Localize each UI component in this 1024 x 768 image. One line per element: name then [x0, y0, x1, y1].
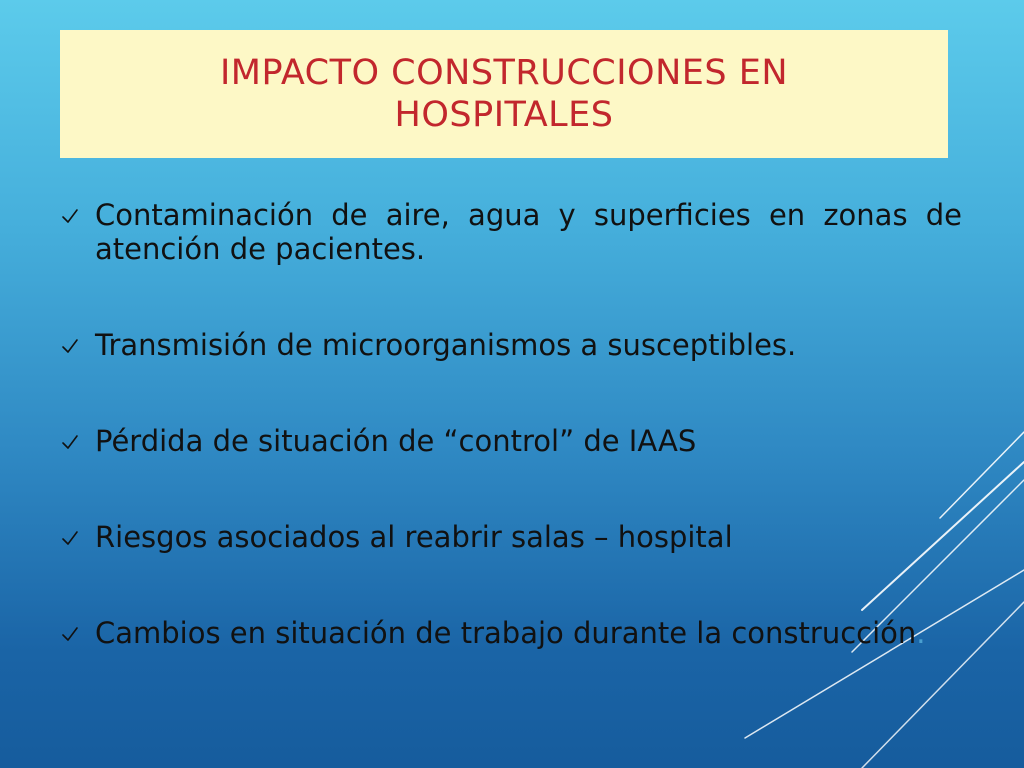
check-icon — [60, 432, 80, 452]
slide-title-line-1: IMPACTO CONSTRUCCIONES EN — [219, 53, 789, 93]
bullet-item-3 — [60, 424, 962, 458]
bullet-item-2 — [60, 328, 962, 362]
bullet-text-5-period: . — [916, 616, 926, 650]
check-icon — [60, 336, 80, 356]
bullet-text-1: Contaminación de aire, agua y superficies en zonas de atención de pacientes. — [95, 198, 962, 266]
check-icon — [60, 206, 80, 226]
bullet-item-4 — [60, 520, 962, 554]
bullet-item-5 — [60, 616, 962, 650]
slide-title-line-2: HOSPITALES — [394, 95, 614, 135]
bullet-text-3: Pérdida de situación de “control” de IAAS — [95, 424, 697, 458]
check-icon — [60, 528, 80, 548]
bullet-text-4: Riesgos asociados al reabrir salas – hospital — [95, 520, 733, 554]
check-icon — [60, 624, 80, 644]
bullet-list — [60, 198, 962, 650]
bullet-text-2: Transmisión de microorganismos a susceptibles. — [95, 328, 797, 362]
title-box — [60, 30, 948, 158]
bullet-text-5: Cambios en situación de trabajo durante la construcción — [95, 616, 917, 650]
bullet-item-1 — [60, 198, 962, 266]
